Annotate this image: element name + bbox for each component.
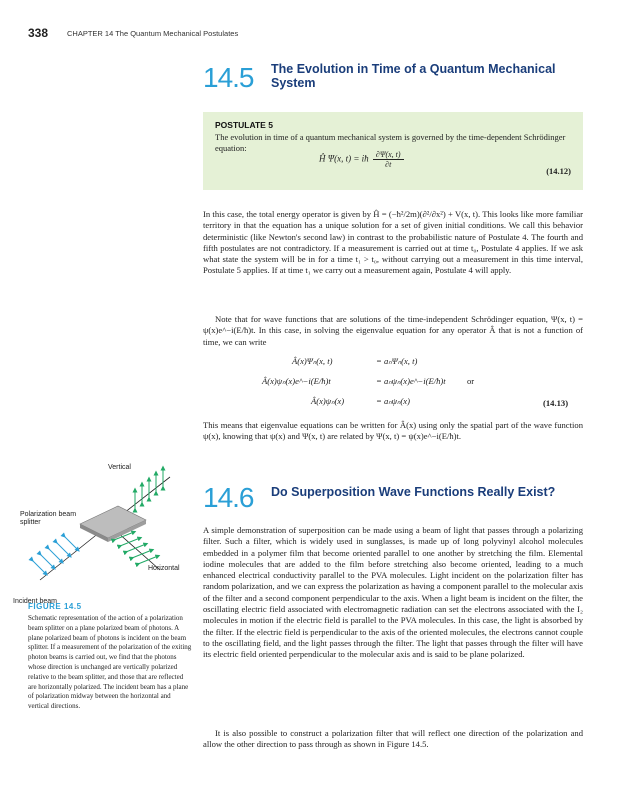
equation-lhs: Ĥ Ψ(x, t) = iħ [319, 153, 369, 164]
paragraph-time-independent: Note that for wave functions that are solutions of the time-independent Schrödinger equation, Ψ(x, t) = ψ(x)e^−i(E/ħ)t. In this case, in solving the eigenvalue equation for any operator Â that is not a function of time, we can write [203, 314, 583, 347]
paragraph-superposition: A simple demonstration of superposition can be made using a beam of light that passes through a polarizing filter. Such a filter, which is widely used in sunglasses, is made up of long polyvinyl alcohol molecules embedded in a polymer film that become oriented parallel to one another by stretching the film. Elemental iodine molecules that are added to the film before stretching also become oriented, leading to a much enhanced electrical conductivity parallel to the PVA molecules. Light incident on the polarization filter has random polarization, and we can express the polarization as having a component parallel to the molecular axis of the filter and a second component perpendicular to the axis. When a light beam is incident on the filter, the oscillating electric field associated with electromagnetic radiation can set the electrons associated with the I₂ molecules in motion if the electric field is parallel to the PVA molecules. In this case, the light is absorbed by the filter. If the electric field is perpendicular to the axis of the oriented molecules, the electrons cannot couple to the oscillating field, and the light passes through the filter. The light that passes through the filter will have its electric field oriented perpendicular to the molecular axis and is said to be plane polarized. [203, 525, 583, 660]
equation-numerator: ∂Ψ(x, t) [373, 150, 404, 160]
eq2-lhs: Â(x)ψₙ(x)e^−i(E/ħ)t [262, 376, 331, 386]
eq1-lhs: Â(x)Ψₙ(x, t) [292, 356, 333, 366]
label-vertical: Vertical [108, 464, 131, 471]
postulate-text: The evolution in time of a quantum mechanical system is governed by the time-dependent Schrödinger equation: [215, 132, 566, 153]
eq3-lhs: Â(x)ψₙ(x) [311, 396, 345, 406]
schrodinger-equation [319, 150, 404, 169]
equation-fraction [373, 150, 404, 169]
equation-number-14-13: (14.13) [543, 398, 569, 408]
page-number: 338 [28, 26, 49, 40]
caption-title: FIGURE 14.5 [28, 602, 82, 611]
label-polarization-beam-splitter: Polarization beam splitter [20, 511, 77, 526]
vertical-polarization-arrows [135, 468, 163, 510]
label-incident-beam: Incident beam [13, 598, 57, 605]
running-head: CHAPTER 14 The Quantum Mechanical Postulates [67, 29, 239, 38]
postulate-heading: POSTULATE 5 [215, 120, 273, 130]
caption-text: Schematic representation of the action of a polarization beam splitter on a plane polarized beam of photons. A plane polarized beam of photons is incident on the beam splitter. If a measurement of the polarization of the exiting photon beams is carried out, we find that the photons whose direction is unchanged are vertically polarized relative to the beam splitter, and those that are reflected are horizontally polarized. The incident beam has a plane of polarization midway between the horizontal and vertical directions. [28, 614, 192, 711]
section-number: 14.5 [203, 62, 254, 93]
section-number: 14.6 [203, 482, 254, 513]
eq2-rhs: = aₙψₙ(x)e^−i(E/ħ)t [376, 376, 446, 386]
page-header [28, 27, 598, 41]
eq2-or: or [467, 376, 475, 386]
paragraph-deterministic: In this case, the total energy operator is given by Ĥ = (−ħ²/2m)(∂²/∂x²) + V(x, t). This looks like more familiar territory in that the equation has a unique solution for a set of given initial conditions. We call this behavior deterministic (like Newton's second law) in contrast to the probabilistic nature of Postulate 4. The fourth and fifth postulates are not contradictory. If a measurement is carried out at time t₀, Postulate 4 applies. If we ask what state the system will be in for a time t₁ > t₀, without carrying out a measurement in this time interval, Postulate 5 applies. If at time t₁ we carry out a measurement again, Postulate 4 will apply. [203, 209, 583, 276]
equation-number: (14.12) [546, 166, 571, 176]
section-title: Do Superposition Wave Functions Really Exist? [271, 485, 556, 499]
paragraph-polarization-filter: It is also possible to construct a polarization filter that will reflect one direction of the polarization and allow the other direction to pass through as shown in Figure 14.5. [203, 728, 583, 750]
figure-beam-splitter [10, 462, 195, 607]
horizontal-polarization-arrows [114, 532, 158, 564]
eq3-rhs: = aₙψₙ(x) [376, 396, 410, 406]
section-title: The Evolution in Time of a Quantum Mechanical System [271, 62, 556, 90]
label-horizontal: Horizontal [148, 565, 180, 572]
eq1-rhs: = aₙΨₙ(x, t) [376, 356, 418, 366]
paragraph-spatial-part: This means that eigenvalue equations can be written for Â(x) using only the spatial part of the wave function ψ(x), knowing that ψ(x) and Ψ(x, t) are related by Ψ(x, t) = ψ(x)e^−i(E/ħ)t. [203, 420, 583, 442]
equation-denominator: ∂t [385, 160, 392, 169]
postulate-box [203, 112, 583, 190]
beam-splitter-slab [80, 506, 146, 538]
figure-caption [28, 602, 193, 712]
